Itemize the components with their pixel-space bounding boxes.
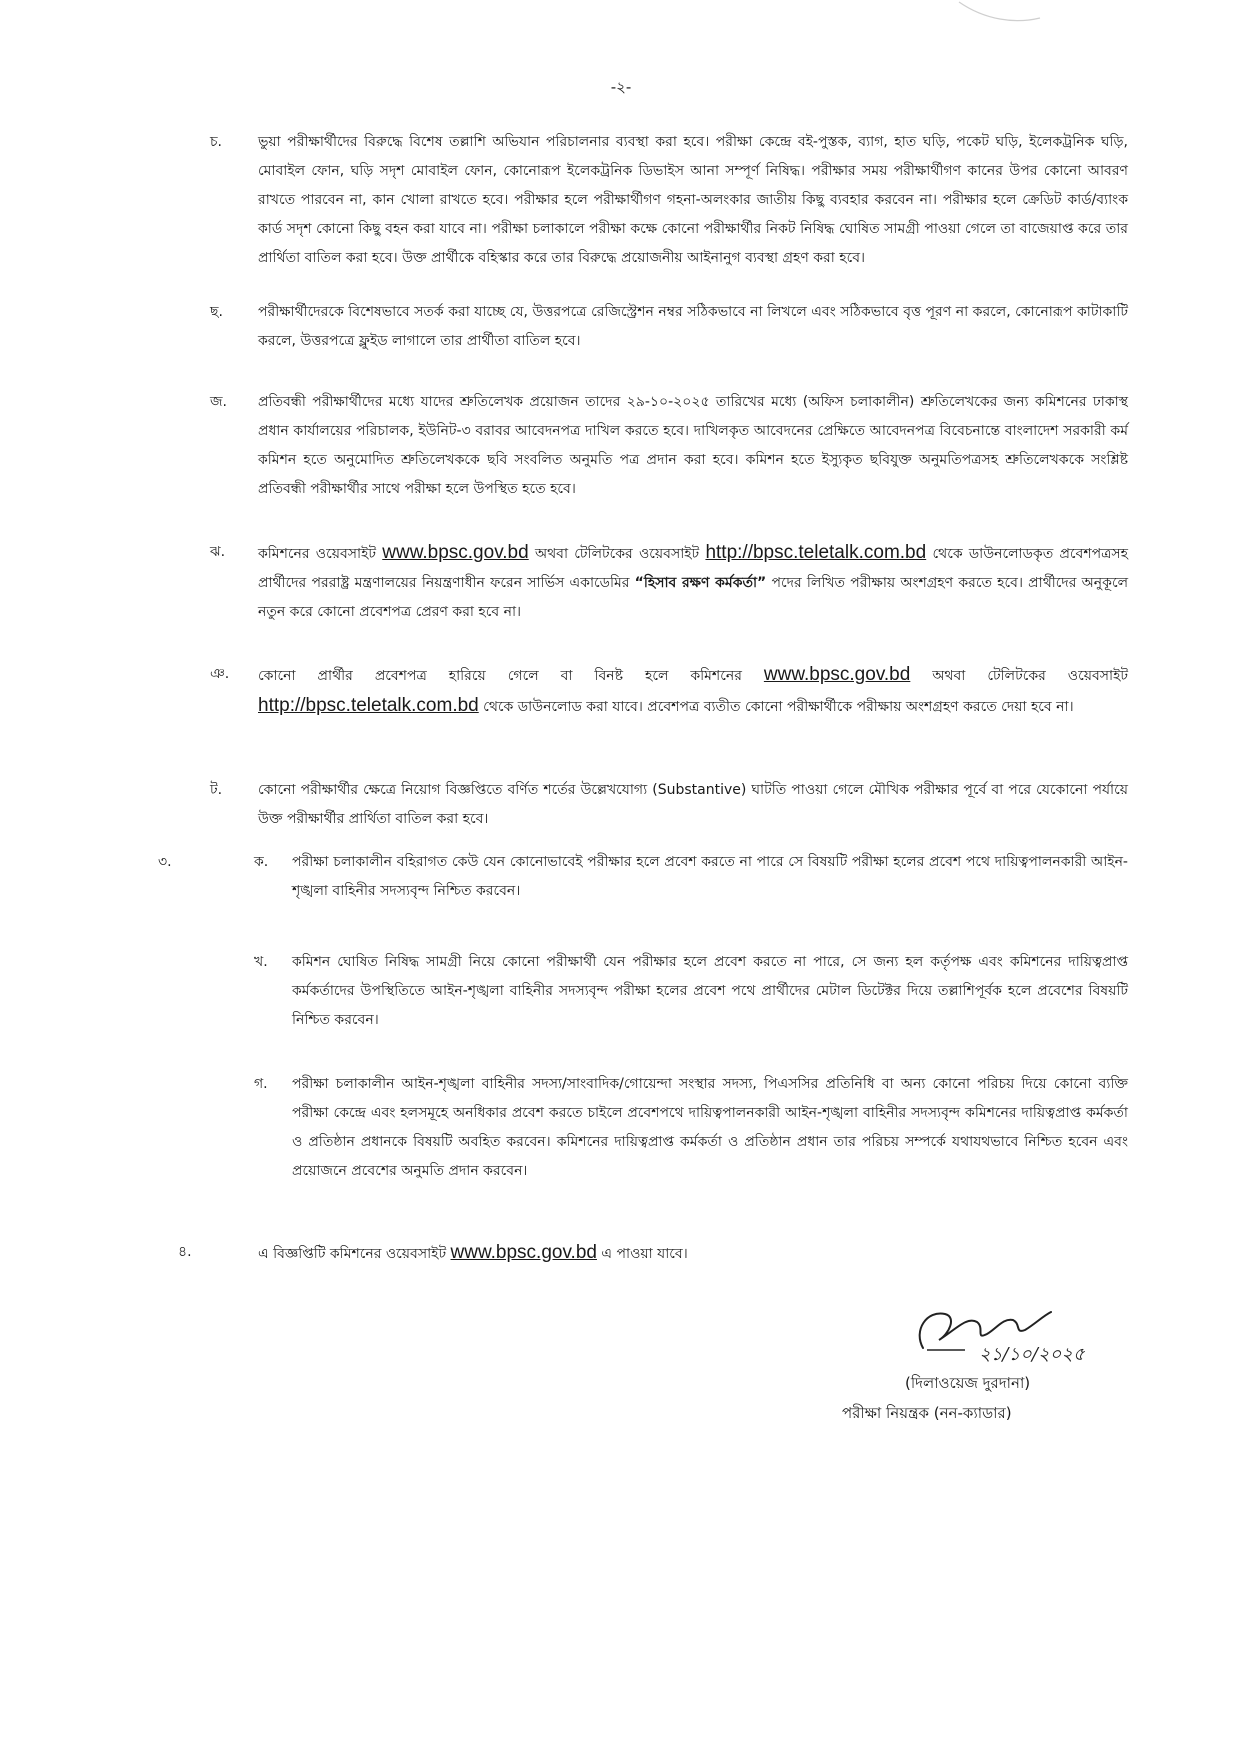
- clause-text: কমিশনের ওয়েবসাইট www.bpsc.gov.bd অথবা টেলিটকের ওয়েবসাইট http://bpsc.teletalk.com.bd থেকে ডাউনলোডকৃত প্রবেশপত্রসহ প্রার্থীদের পররাষ্ট্র মন্ত্রণালয়ের নিয়ন্ত্রণাধীন ফরেন সার্ভিস একাডেমির “হিসাব রক্ষণ কর্মকর্তা” পদের লিখিত পরীক্ষায় অংশগ্রহণ করতে হবে। প্রার্থীদের অনুকূলে নতুন করে কোনো প্রবেশপত্র প্রেরণ করা হবে না।: [258, 542, 1129, 620]
- post-title: “হিসাব রক্ষণ কর্মকর্তা”: [634, 575, 767, 591]
- clause-label: গ.: [254, 1076, 268, 1092]
- bpsc-website-link[interactable]: www.bpsc.gov.bd: [382, 542, 529, 563]
- signature-date-text: [885, 1300, 886, 1301]
- clause-label: চ.: [210, 134, 223, 150]
- bpsc-website-link[interactable]: www.bpsc.gov.bd: [763, 664, 911, 685]
- svg-text:২১/১০/২০২৫: ২১/১০/২০২৫: [979, 1344, 1085, 1365]
- clause-label: ট.: [210, 782, 223, 798]
- corner-scan-mark: [955, 0, 1045, 30]
- teletalk-website-link[interactable]: http://bpsc.teletalk.com.bd: [258, 695, 479, 716]
- section-text: এ বিজ্ঞপ্তিটি কমিশনের ওয়েবসাইট www.bpsc.gov.bd এ পাওয়া যাবে।: [258, 1242, 688, 1263]
- section-number: ৩.: [158, 854, 172, 870]
- clause-label: জ.: [210, 394, 227, 410]
- clause-text: পরীক্ষা চলাকালীন আইন-শৃঙ্খলা বাহিনীর সদস্য/সাংবাদিক/গোয়েন্দা সংস্থার সদস্য, পিএসসির প্রতিনিধি বা অন্য কোনো পরিচয় দিয়ে কোনো ব্যক্তি পরীক্ষা কেন্দ্রে এবং হলসমূহে অনধিকার প্রবেশ করতে চাইলে প্রবেশপথে দায়িত্বপালনকারী আইন-শৃঙ্খলা বাহিনীর সদস্যবৃন্দ কমিশনের দায়িত্বপ্রাপ্ত কর্মকর্তা ও প্রতিষ্ঠান প্রধানকে বিষয়টি অবহিত করবেন। কমিশনের দায়িত্বপ্রাপ্ত কর্মকর্তা ও প্রতিষ্ঠান প্রধান তার পরিচয় সম্পর্কে যথাযথভাবে নিশ্চিত হবেন এবং প্রয়োজনে প্রবেশের অনুমতি প্রদান করবেন।: [292, 1076, 1128, 1179]
- clause-text: কোনো প্রার্থীর প্রবেশপত্র হারিয়ে গেলে বা বিনষ্ট হলে কমিশনের www.bpsc.gov.bd অথবা টেলিটকের ওয়েবসাইট http://bpsc.teletalk.com.bd থেকে ডাউনলোড করা যাবে। প্রবেশপত্র ব্যতীত কোনো পরীক্ষার্থীকে পরীক্ষায় অংশগ্রহণ করতে দেয়া হবে না।: [258, 664, 1128, 716]
- signer-name: (দিলাওয়েজ দুরদানা): [905, 1374, 1031, 1392]
- section-number: ৪.: [178, 1244, 192, 1260]
- clause-text: পরীক্ষা চলাকালীন বহিরাগত কেউ যেন কোনোভাবেই পরীক্ষার হলে প্রবেশ করতে না পারে সে বিষয়টি পরীক্ষা হলের প্রবেশ পথে দায়িত্বপালনকারী আইন-শৃঙ্খলা বাহিনীর সদস্যবৃন্দ নিশ্চিত করবেন।: [292, 854, 1128, 899]
- clause-label: ঝ.: [210, 544, 226, 560]
- clause-text: কমিশন ঘোষিত নিষিদ্ধ সামগ্রী নিয়ে কোনো পরীক্ষার্থী যেন পরীক্ষার হলে প্রবেশ করতে না পারে, সে জন্য হল কর্তৃপক্ষ এবং কমিশনের দায়িত্বপ্রাপ্ত কর্মকর্তাদের উপস্থিতিতে আইন-শৃঙ্খলা বাহিনীর সদস্যবৃন্দ পরীক্ষা হলের প্রবেশ পথে প্রার্থীদের মেটাল ডিটেক্টর দিয়ে তল্লাশিপূর্বক হলে প্রবেশের বিষয়টি নিশ্চিত করবেন।: [292, 954, 1128, 1028]
- clause-label: ছ.: [210, 304, 223, 320]
- clause-text: প্রতিবন্ধী পরীক্ষার্থীদের মধ্যে যাদের শ্রুতিলেখক প্রয়োজন তাদের ২৯-১০-২০২৫ তারিখের মধ্যে (অফিস চলাকালীন) শ্রুতিলেখকের জন্য কমিশনের ঢাকাস্থ প্রধান কার্যালয়ের পরিচালক, ইউনিট-৩ বরাবর আবেদনপত্র দাখিল করতে হবে। দাখিলকৃত আবেদনের প্রেক্ষিতে আবেদনপত্র বিবেচনান্তে বাংলাদেশ সরকারী কর্ম কমিশন হতে অনুমোদিত শ্রুতিলেখককে ছবি সংবলিত অনুমতি পত্র প্রদান করা হবে। কমিশন হতে ইস্যুকৃত ছবিযুক্ত অনুমতিপত্রসহ শ্রুতিলেখককে সংশ্লিষ্ট প্রতিবন্ধী পরীক্ষার্থীর সাথে পরীক্ষা হলে উপস্থিত হতে হবে।: [258, 394, 1128, 497]
- bpsc-website-link[interactable]: www.bpsc.gov.bd: [450, 1242, 597, 1263]
- clause-text: ভুয়া পরীক্ষার্থীদের বিরুদ্ধে বিশেষ তল্লাশি অভিযান পরিচালনার ব্যবস্থা করা হবে। পরীক্ষা কেন্দ্রে বই-পুস্তক, ব্যাগ, হাত ঘড়ি, পকেট ঘড়ি, ইলেকট্রনিক ঘড়ি, মোবাইল ফোন, ঘড়ি সদৃশ মোবাইল ফোন, কোনোরূপ ইলেকট্রনিক ডিভাইস আনা সম্পূর্ণ নিষিদ্ধ। পরীক্ষার সময় পরীক্ষার্থীগণ কানের উপর কোনো আবরণ রাখতে পারবেন না, কান খোলা রাখতে হবে। পরীক্ষার হলে পরীক্ষার্থীগণ গহনা-অলংকার জাতীয় কিছু ব্যবহার করবেন না। পরীক্ষার হলে ক্রেডিট কার্ড/ব্যাংক কার্ড সদৃশ কোনো কিছু বহন করা যাবে না। পরীক্ষা চলাকালে পরীক্ষা কক্ষে কোনো পরীক্ষার্থীর নিকট নিষিদ্ধ ঘোষিত সামগ্রী পাওয়া গেলে তা বাজেয়াপ্ত করে তার প্রার্থিতা বাতিল করা হবে। উক্ত প্রার্থীকে বহিস্কার করে তার বিরুদ্ধে প্রয়োজনীয় আইনানুগ ব্যবস্থা গ্রহণ করা হবে।: [258, 134, 1128, 266]
- signer-designation: পরীক্ষা নিয়ন্ত্রক (নন-ক্যাডার): [842, 1404, 1012, 1422]
- teletalk-website-link[interactable]: http://bpsc.teletalk.com.bd: [705, 542, 927, 563]
- clause-label: ক.: [254, 854, 269, 870]
- signature-image: [905, 1300, 1135, 1370]
- page-number: -২-: [610, 78, 632, 96]
- clause-label: খ.: [254, 954, 268, 970]
- clause-text: পরীক্ষার্থীদেরকে বিশেষভাবে সতর্ক করা যাচ্ছে যে, উত্তরপত্রে রেজিস্ট্রেশন নম্বর সঠিকভাবে না লিখলে এবং সঠিকভাবে বৃত্ত পূরণ না করলে, কোনোরূপ কাটাকাটি করলে, উত্তরপত্রে ফ্লুইড লাগালে তার প্রার্থীতা বাতিল হবে।: [258, 304, 1128, 349]
- clause-label: ঞ.: [210, 666, 230, 682]
- clause-text: কোনো পরীক্ষার্থীর ক্ষেত্রে নিয়োগ বিজ্ঞপ্তিতে বর্ণিত শর্তের উল্লেখযোগ্য (Substantive) ঘাটতি পাওয়া গেলে মৌখিক পরীক্ষার পূর্বে বা পরে যেকোনো পর্যায়ে উক্ত পরীক্ষার্থীর প্রার্থিতা বাতিল করা হবে।: [258, 782, 1128, 827]
